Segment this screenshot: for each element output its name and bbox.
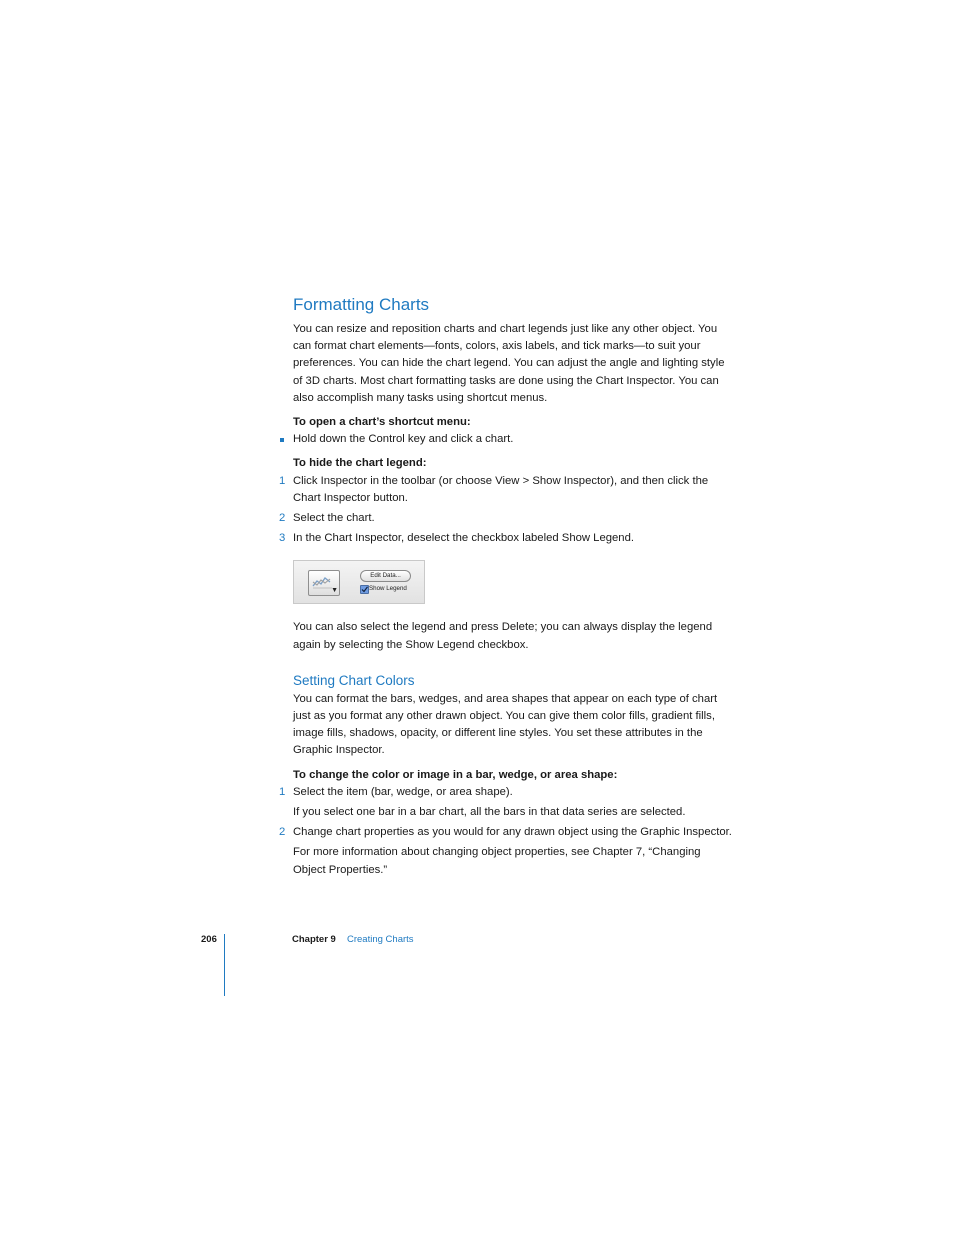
footer-divider (224, 934, 225, 996)
edit-data-button[interactable]: Edit Data... (360, 570, 411, 582)
step-text: In the Chart Inspector, deselect the checkbox labeled Show Legend. (293, 532, 635, 545)
step-item (279, 824, 733, 841)
step-text: Select the item (bar, wedge, or area shape). (293, 785, 513, 798)
footer-chapter: Chapter 9 (292, 934, 336, 945)
show-legend-label: Show Legend (369, 585, 407, 593)
legend-after-note: You can also select the legend and press Delete; you can always display the legend again by selecting the Show Legend checkbox. (293, 621, 713, 651)
footer-chapter-title: Creating Charts (347, 934, 414, 945)
page-content (279, 295, 733, 879)
subsection-intro: You can format the bars, wedges, and area shapes that appear on each type of chart just as you format any other drawn object. You can give them color fills, gradient fills, image fills, shadows, opacity, or different line styles. You set these attributes in the Graphic Inspector. (293, 692, 718, 757)
bullet-item (293, 431, 733, 448)
checkmark-icon (361, 586, 368, 593)
step-text: Click Inspector in the toolbar (or choose View > Show Inspector), and then click the Chart Inspector button. (293, 474, 709, 504)
subsection-title: Setting Chart Colors (293, 672, 415, 688)
step-item (279, 510, 733, 527)
step-text: Change chart properties as you would for any drawn object using the Graphic Inspector. (293, 826, 732, 839)
step-note: For more information about changing object properties, see Chapter 7, “Changing Object Properties.” (293, 846, 701, 876)
page-number: 206 (201, 934, 217, 945)
square-bullet-icon (280, 438, 284, 442)
chevron-down-icon: ▼ (331, 587, 338, 595)
section-intro: You can resize and reposition charts and chart legends just like any other object. You can format chart elements—fonts, colors, axis labels, and tick marks—to suit your preferences. You can hide the chart legend. You can adjust the angle and lighting style of 3D charts. Most chart formatting tasks are done using the Chart Inspector. You can also accomplish many tasks using shortcut menus. (293, 323, 725, 404)
step-item (279, 784, 733, 801)
task-heading-shortcut: To open a chart’s shortcut menu: (293, 416, 471, 429)
chart-inspector-screenshot (293, 560, 425, 604)
step-number: 1 (279, 785, 286, 798)
step-text: Select the chart. (293, 512, 375, 525)
task-heading-legend: To hide the chart legend: (293, 457, 427, 470)
section-title: Formatting Charts (293, 295, 430, 314)
chart-type-button[interactable] (308, 570, 340, 596)
step-item (279, 473, 733, 507)
step-note: If you select one bar in a bar chart, all the bars in that data series are selected. (293, 806, 686, 819)
bullet-text: Hold down the Control key and click a chart. (293, 433, 514, 446)
show-legend-checkbox[interactable] (360, 585, 369, 594)
step-number: 3 (279, 532, 286, 545)
step-number: 2 (279, 512, 286, 525)
step-number: 2 (279, 826, 286, 839)
task-heading-color: To change the color or image in a bar, wedge, or area shape: (293, 768, 618, 781)
step-number: 1 (279, 474, 286, 487)
step-item (279, 530, 733, 547)
